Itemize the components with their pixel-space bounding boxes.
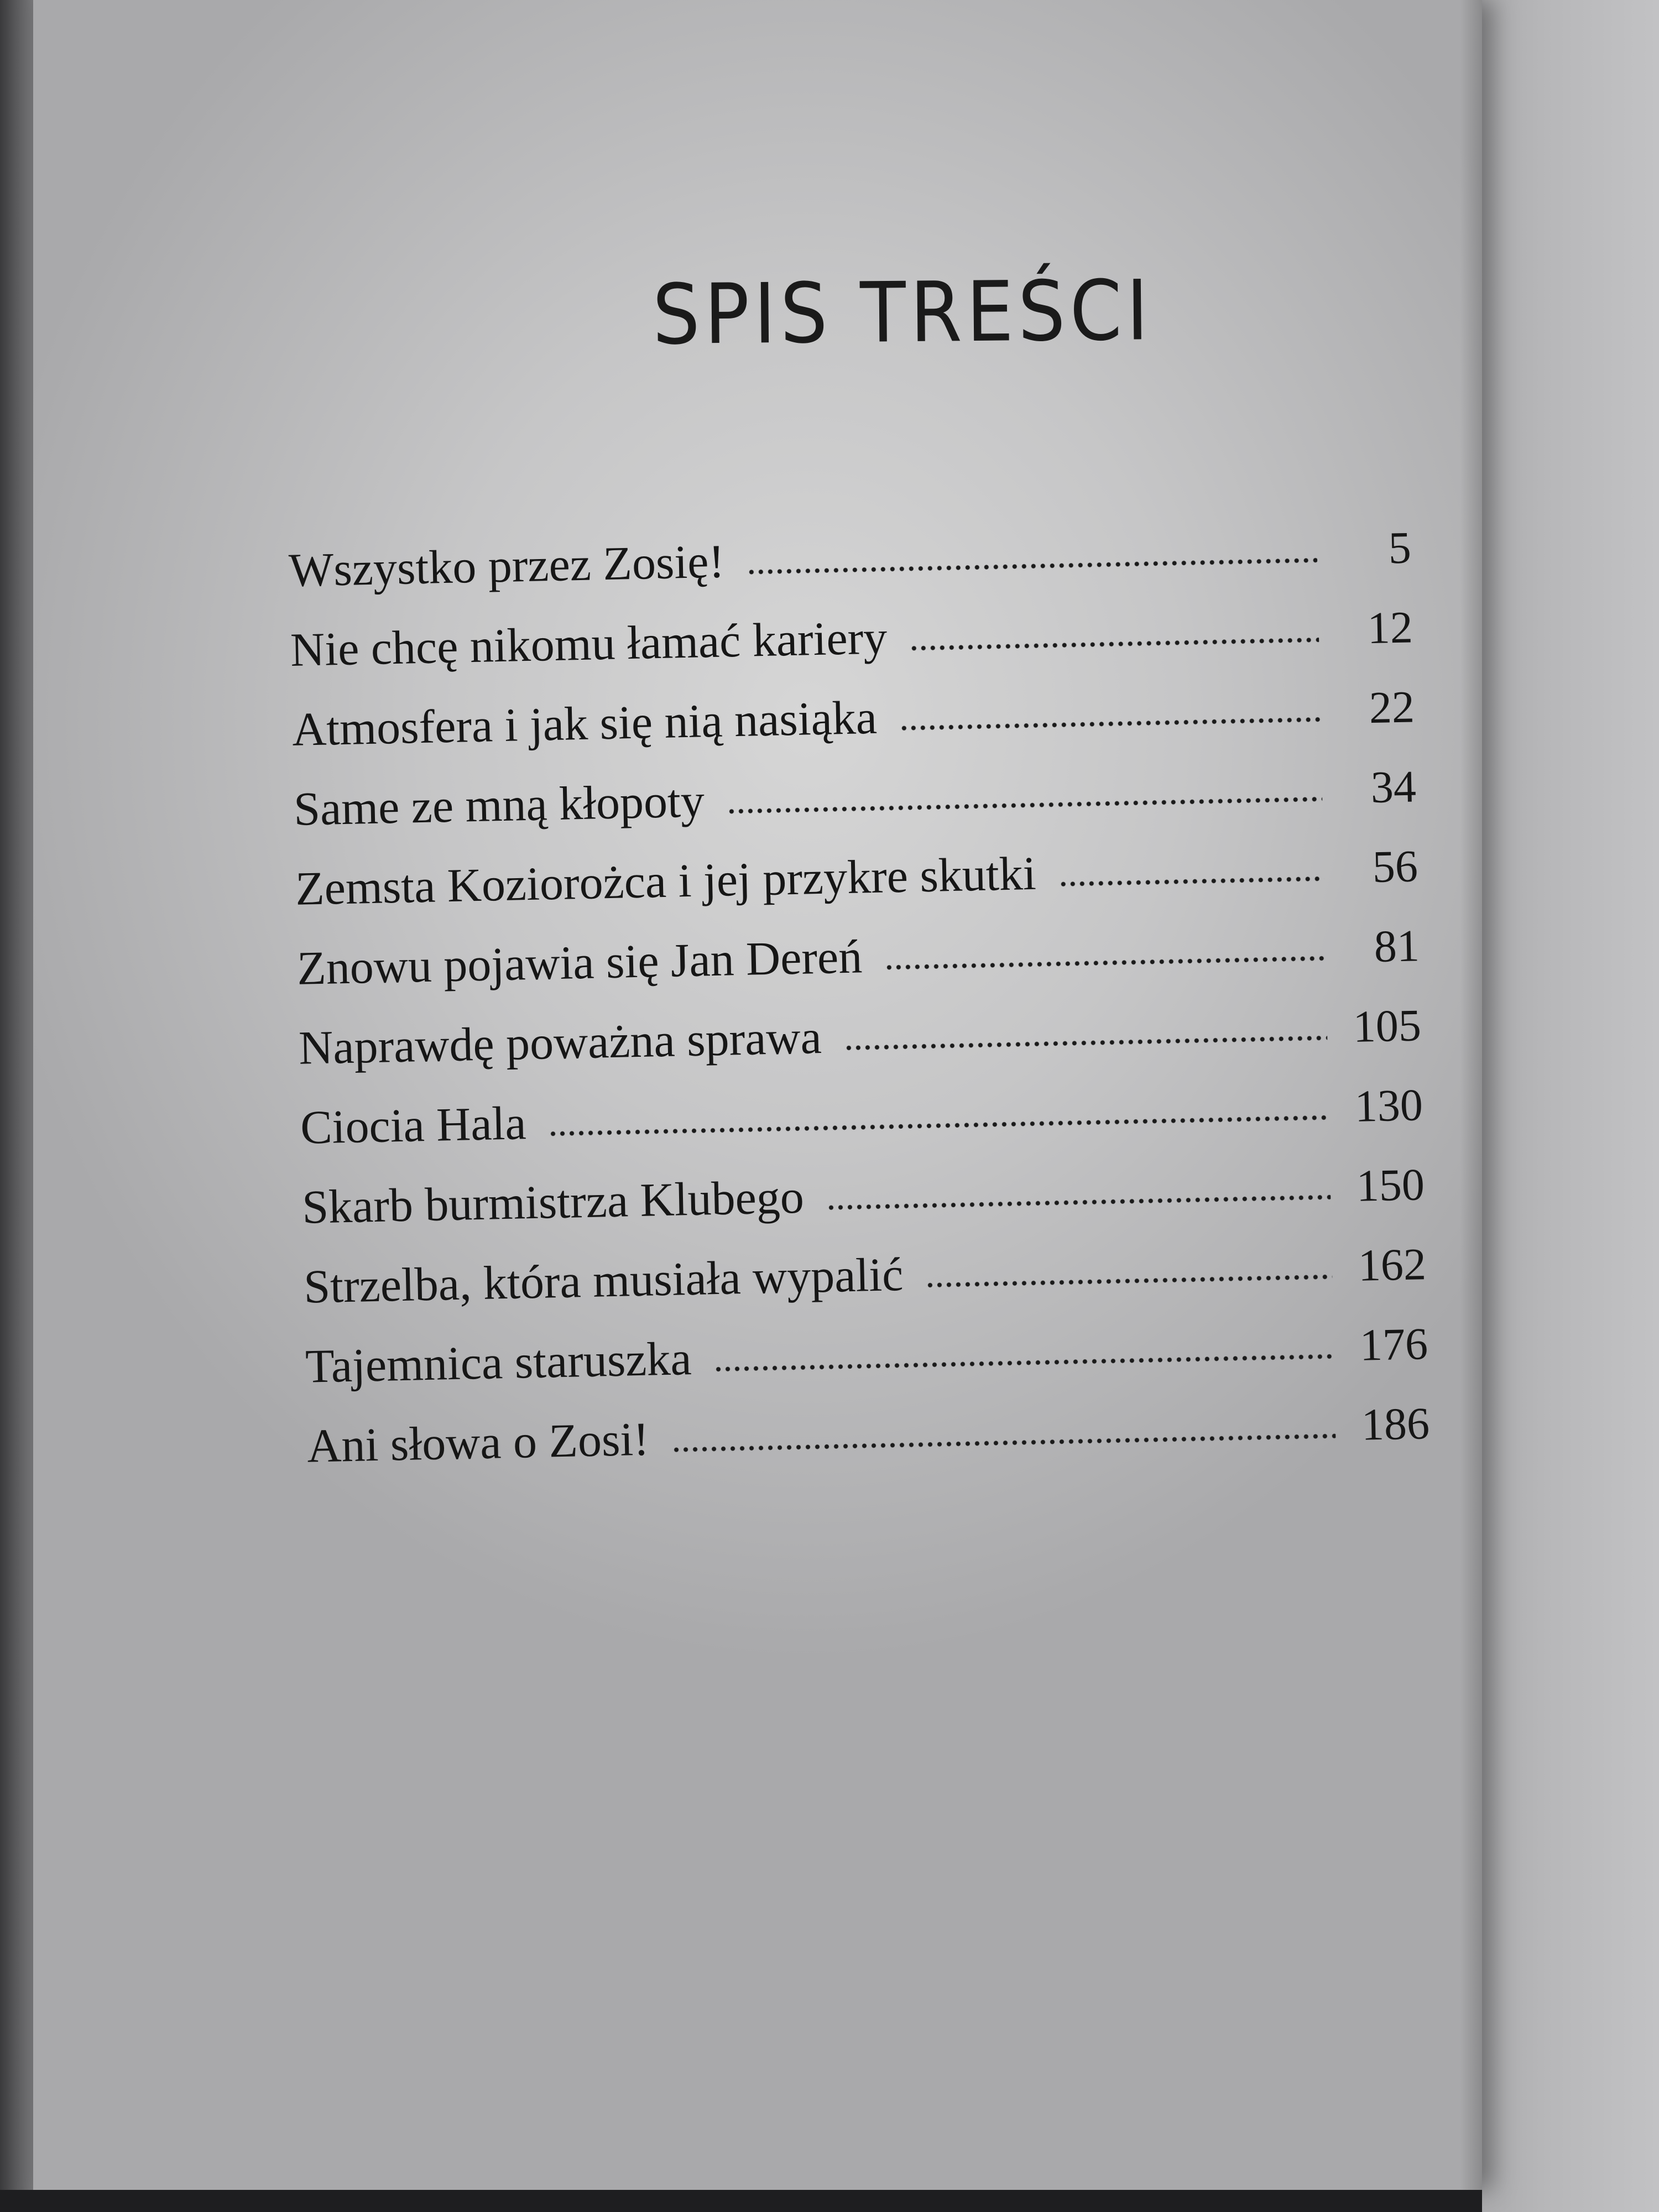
- toc-leader-dots: [899, 716, 1321, 732]
- book-cover-edge: [1471, 0, 1659, 2212]
- toc-entry-page: 176: [1359, 1318, 1428, 1370]
- toc-leader-dots: [909, 637, 1319, 652]
- toc-entry-page: 186: [1360, 1398, 1430, 1450]
- toc-entry-page: 56: [1371, 841, 1418, 893]
- toc-entry-title: Naprawdę poważna sprawa: [298, 1010, 822, 1074]
- toc-leader-dots: [826, 1194, 1331, 1211]
- toc-entry-title: Strzelba, która musiała wypalić: [303, 1247, 904, 1313]
- toc-entry-page: 162: [1357, 1239, 1427, 1291]
- toc-entry-page: 130: [1354, 1079, 1423, 1131]
- toc-entry-page: 81: [1373, 920, 1420, 972]
- toc-entry-page: 34: [1370, 761, 1417, 813]
- toc-entry-title: Zemsta Koziorożca i jej przykre skutki: [295, 846, 1037, 915]
- toc-entry-title: Znowu pojawia się Jan Dereń: [296, 930, 863, 995]
- toc-entry-page: 12: [1366, 602, 1413, 654]
- toc-entry-title: Nie chcę nikomu łamać kariery: [290, 611, 888, 676]
- table-of-contents: [288, 491, 1430, 1473]
- toc-leader-dots: [747, 557, 1317, 576]
- toc-entry-title: Tajemnica staruszka: [305, 1332, 692, 1393]
- toc-leader-dots: [844, 1035, 1328, 1051]
- toc-entry-title: Atmosfera i jak się nią nasiąka: [291, 690, 878, 756]
- toc-entry-page: 150: [1355, 1159, 1425, 1211]
- toc-leader-dots: [727, 796, 1322, 815]
- toc-entry-title: Same ze mną kłopoty: [293, 774, 705, 836]
- page-title: SPIS TREŚCI: [652, 263, 1154, 364]
- toc-leader-dots: [714, 1353, 1334, 1373]
- toc-leader-dots: [884, 955, 1326, 971]
- toc-entry-page: 105: [1352, 1000, 1422, 1052]
- toc-entry-page: 5: [1387, 522, 1412, 573]
- page-shadow: [1460, 0, 1482, 2190]
- toc-leader-dots: [926, 1274, 1333, 1288]
- toc-entry-title: Wszystko przez Zosię!: [288, 534, 725, 597]
- toc-entry-title: Ciocia Hala: [300, 1096, 527, 1154]
- toc-entry-title: Ani słowa o Zosi!: [306, 1412, 650, 1473]
- toc-entry-page: 22: [1368, 681, 1415, 733]
- toc-entry-title: Skarb burmistrza Klubego: [301, 1170, 805, 1234]
- toc-leader-dots: [1058, 875, 1324, 888]
- toc-leader-dots: [671, 1433, 1335, 1453]
- bottom-background: [0, 2190, 1482, 2212]
